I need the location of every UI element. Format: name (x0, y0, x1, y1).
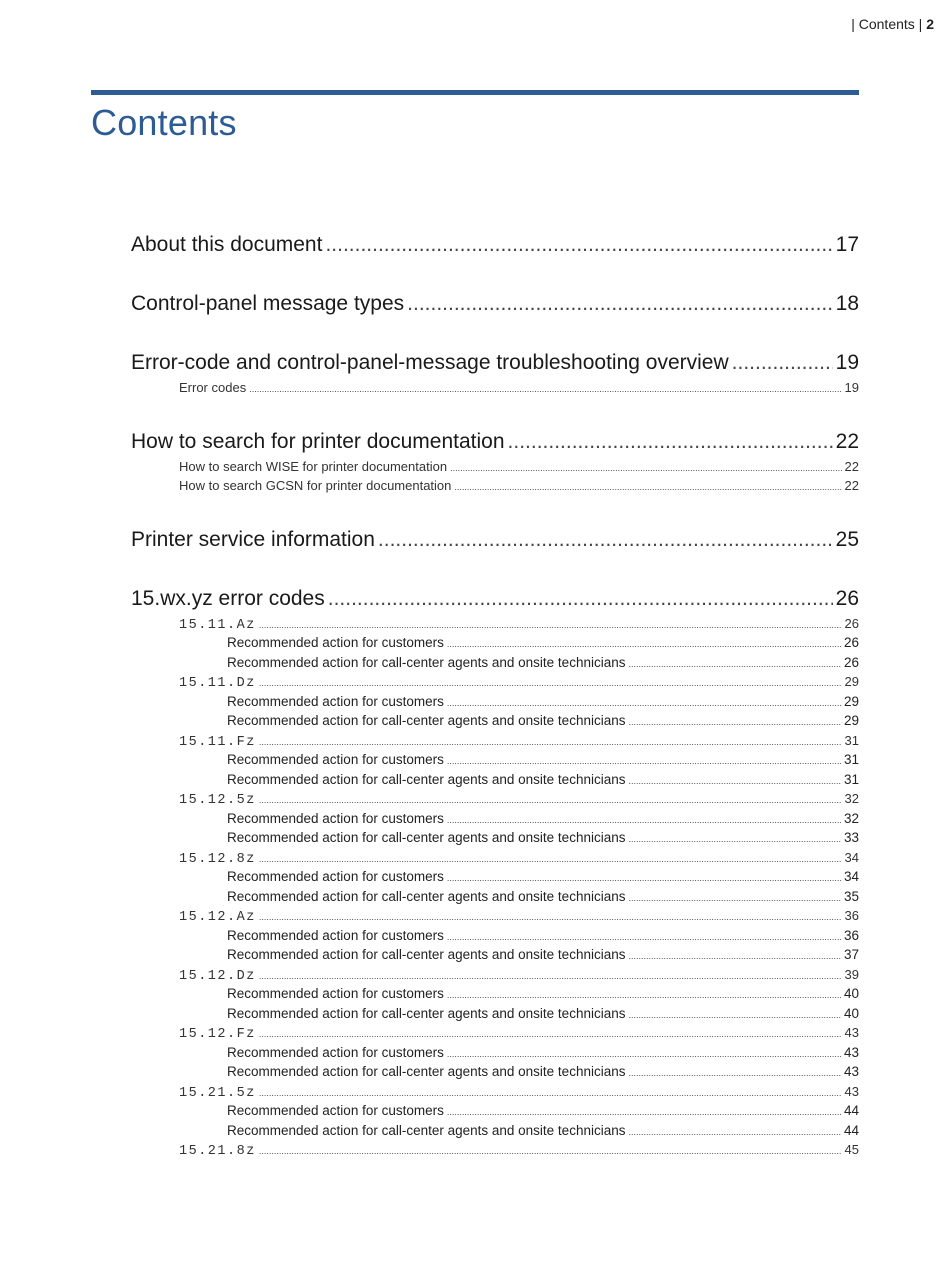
toc-entry-label: Recommended action for customers (227, 810, 444, 826)
toc-entry-label: How to search WISE for printer documentation (179, 458, 448, 474)
toc-subsection-entry[interactable] (131, 809, 859, 829)
toc-entry-label: Recommended action for call-center agents and onsite technicians (227, 888, 626, 904)
toc-entry-label: How to search for printer documentation (131, 429, 505, 453)
toc-section-entry[interactable] (131, 378, 859, 398)
toc-entry-label: Error codes (179, 380, 247, 395)
toc-entry-label: Recommended action for customers (227, 869, 444, 884)
toc-entry-page: 40 (843, 1005, 859, 1021)
toc-entry-label: Recommended action for customers (227, 752, 444, 767)
toc-entry-page: 43 (843, 1044, 859, 1060)
toc-section-entry[interactable] (131, 848, 859, 868)
toc-entry-page: 29 (843, 693, 859, 709)
dot-leader (454, 478, 841, 498)
toc-section-entry[interactable] (131, 457, 859, 477)
toc-entry-label: 15.21.5z (179, 1085, 256, 1101)
toc-entry-label: 15.11.Az (179, 617, 256, 633)
dot-leader (628, 947, 840, 967)
toc-entry-label: 15.12.Az (179, 910, 256, 925)
toc-entry-page: 19 (844, 380, 859, 395)
toc-entry-page: 18 (835, 292, 859, 315)
toc-entry-label: 15.12.Dz (179, 968, 256, 984)
dot-leader (628, 772, 840, 792)
toc-subsection-entry[interactable] (131, 1004, 859, 1024)
dot-leader (450, 459, 841, 479)
toc-subsection-entry[interactable] (131, 926, 859, 946)
toc-entry-label: Recommended action for call-center agents and onsite technicians (227, 1064, 626, 1079)
toc-entry-page: 34 (843, 869, 859, 884)
toc-entry-page: 32 (843, 810, 859, 826)
toc-entry-page: 26 (843, 654, 859, 670)
toc-subsection-entry[interactable] (131, 945, 859, 965)
toc-entry-label: How to search GCSN for printer documentation (179, 478, 452, 493)
toc-entry-page: 43 (844, 1083, 859, 1099)
toc-subsection-entry[interactable] (131, 750, 859, 770)
toc-entry-label: Recommended action for call-center agents and onsite technicians (227, 947, 626, 962)
toc-entry-label: Recommended action for call-center agents and onsite technicians (227, 771, 626, 787)
toc-spacer (131, 260, 859, 289)
toc-entry-page: 39 (844, 966, 859, 982)
dot-leader (628, 830, 840, 850)
title-rule (91, 90, 859, 95)
toc-section-entry[interactable] (131, 614, 859, 634)
toc-section-entry[interactable] (131, 476, 859, 496)
toc-spacer (131, 319, 859, 348)
toc-section-entry[interactable] (131, 906, 859, 926)
toc-subsection-entry[interactable] (131, 770, 859, 790)
toc-entry-page: 31 (843, 752, 859, 767)
toc-entry-page: 17 (835, 233, 859, 256)
dot-leader (628, 713, 840, 733)
toc-entry-label: Error-code and control-panel-message troubleshooting overview (131, 351, 729, 374)
table-of-contents (131, 230, 859, 1160)
toc-entry-label: 15.12.8z (179, 851, 256, 867)
toc-entry-page: 44 (843, 1103, 859, 1118)
toc-entry-label: Recommended action for customers (227, 693, 444, 709)
toc-entry-page: 40 (843, 986, 859, 1001)
toc-entry-page: 26 (844, 615, 859, 631)
toc-entry-page: 29 (843, 713, 859, 728)
toc-entry-label: 15.wx.yz error codes (131, 586, 325, 610)
toc-entry-label: About this document (131, 233, 323, 256)
toc-subsection-entry[interactable] (131, 984, 859, 1004)
toc-entry-page: 34 (844, 849, 859, 865)
toc-spacer (131, 555, 859, 584)
dot-leader (628, 1006, 840, 1026)
toc-section-entry[interactable] (131, 1140, 859, 1160)
dot-leader (378, 525, 833, 555)
dot-leader (732, 348, 833, 378)
toc-entry-page: 43 (843, 1064, 859, 1079)
toc-entry-label: Recommended action for customers (227, 986, 444, 1001)
toc-section-entry[interactable] (131, 965, 859, 985)
toc-subsection-entry[interactable] (131, 653, 859, 673)
toc-subsection-entry[interactable] (131, 828, 859, 848)
toc-subsection-entry[interactable] (131, 1121, 859, 1141)
toc-entry-label: 15.11.Dz (179, 676, 256, 691)
running-header-section: | Contents | (851, 16, 923, 32)
toc-subsection-entry[interactable] (131, 887, 859, 907)
toc-entry-page: 43 (844, 1025, 859, 1040)
toc-entry-page: 22 (844, 458, 859, 474)
dot-leader (628, 1123, 840, 1143)
toc-section-entry[interactable] (131, 672, 859, 692)
toc-spacer (131, 398, 859, 427)
toc-entry-label: Recommended action for customers (227, 1103, 444, 1118)
dot-leader (249, 380, 841, 400)
dot-leader (328, 584, 833, 614)
toc-entry-label: Control-panel message types (131, 292, 405, 315)
toc-entry-label: 15.12.Fz (179, 1027, 256, 1042)
toc-entry-page: 45 (844, 1142, 859, 1157)
toc-entry-page: 31 (843, 771, 859, 787)
toc-entry-page: 36 (844, 908, 859, 923)
toc-subsection-entry[interactable] (131, 1062, 859, 1082)
toc-entry-page: 33 (843, 830, 859, 845)
toc-entry-label: Recommended action for customers (227, 927, 444, 943)
dot-leader (407, 289, 832, 319)
dot-leader (259, 1142, 842, 1162)
toc-entry-page: 26 (843, 635, 859, 650)
toc-entry-page: 26 (835, 586, 859, 610)
toc-chapter-entry[interactable] (131, 230, 859, 260)
toc-section-entry[interactable] (131, 1023, 859, 1043)
toc-entry-page: 25 (835, 527, 859, 551)
toc-chapter-entry[interactable] (131, 525, 859, 555)
toc-entry-label: 15.12.5z (179, 793, 256, 808)
toc-spacer (131, 496, 859, 525)
toc-entry-page: 22 (835, 429, 859, 453)
toc-subsection-entry[interactable] (131, 1043, 859, 1063)
toc-entry-page: 35 (843, 888, 859, 904)
dot-leader (628, 655, 840, 675)
toc-entry-page: 29 (844, 674, 859, 689)
running-header-page-number: 2 (926, 16, 934, 32)
dot-leader (508, 427, 833, 457)
toc-entry-label: 15.21.8z (179, 1144, 256, 1159)
toc-section-entry[interactable] (131, 789, 859, 809)
running-header (851, 16, 934, 32)
dot-leader (628, 1064, 840, 1084)
toc-chapter-entry[interactable] (131, 348, 859, 378)
toc-chapter-entry[interactable] (131, 584, 859, 614)
toc-subsection-entry[interactable] (131, 692, 859, 712)
toc-subsection-entry[interactable] (131, 633, 859, 653)
toc-subsection-entry[interactable] (131, 711, 859, 731)
toc-subsection-entry[interactable] (131, 1101, 859, 1121)
dot-leader (628, 889, 840, 909)
toc-entry-page: 32 (844, 791, 859, 806)
toc-entry-label: Recommended action for call-center agents and onsite technicians (227, 654, 626, 670)
toc-entry-label: Recommended action for call-center agents and onsite technicians (227, 1122, 626, 1138)
toc-chapter-entry[interactable] (131, 427, 859, 457)
toc-entry-label: Recommended action for call-center agents and onsite technicians (227, 1005, 626, 1021)
toc-chapter-entry[interactable] (131, 289, 859, 319)
dot-leader (325, 230, 832, 260)
toc-entry-label: Recommended action for call-center agents and onsite technicians (227, 830, 626, 845)
toc-entry-page: 19 (835, 351, 859, 374)
toc-entry-label: Printer service information (131, 527, 375, 551)
toc-section-entry[interactable] (131, 731, 859, 751)
toc-section-entry[interactable] (131, 1082, 859, 1102)
page-title: Contents (91, 102, 237, 143)
toc-entry-page: 36 (843, 927, 859, 943)
toc-entry-page: 31 (844, 732, 859, 748)
toc-entry-label: Recommended action for customers (227, 635, 444, 650)
toc-subsection-entry[interactable] (131, 867, 859, 887)
toc-entry-label: Recommended action for customers (227, 1044, 444, 1060)
toc-entry-label: Recommended action for call-center agents and onsite technicians (227, 713, 626, 728)
toc-entry-page: 22 (844, 478, 859, 493)
toc-entry-page: 44 (843, 1122, 859, 1138)
toc-entry-page: 37 (843, 947, 859, 962)
toc-entry-label: 15.11.Fz (179, 734, 256, 750)
